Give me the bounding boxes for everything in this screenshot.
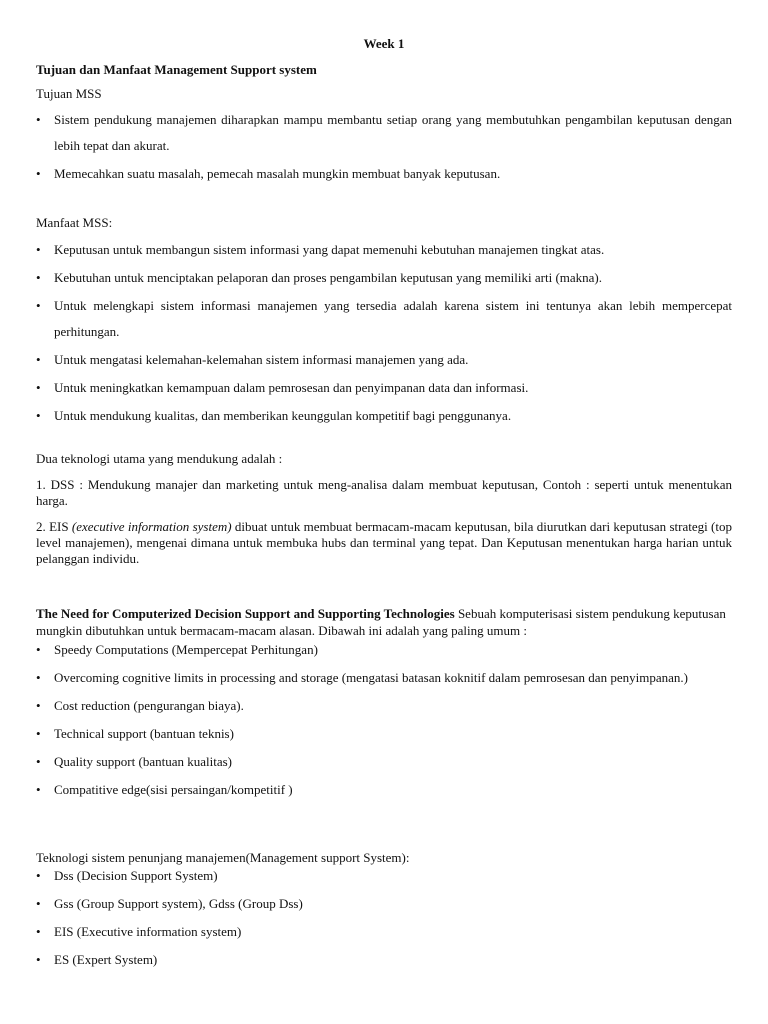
bullet-icon: • [36, 242, 41, 257]
dss-paragraph: 1. DSS : Mendukung manajer dan marketing untuk meng-analisa dalam membuat keputusan, Contoh : seperti untuk menentukan harga. [36, 477, 732, 508]
list-item: • Memecahkan suatu masalah, pemecah masalah mungkin membuat banyak keputusan. [36, 161, 732, 187]
bullet-icon: • [36, 166, 41, 181]
list-item: • Untuk melengkapi sistem informasi manajemen yang tersedia adalah karena sistem ini tentunya akan lebih mempercepat perhitungan. [36, 293, 732, 345]
eis-paragraph: 2. EIS (executive information system) dibuat untuk membuat bermacam-macam keputusan, bila diurutkan dari keputusan strategi (top level manajemen), mengenai dimana untuk membuka hubs dan terminal yang tepat. Dan Keputusan menentukan harga harian untuk pelanggan individu. [36, 519, 732, 566]
eis-italic-term: (executive information system) [71, 519, 232, 534]
manfaat-list [36, 237, 732, 431]
bullet-icon: • [36, 298, 41, 313]
bullet-icon: • [36, 698, 41, 713]
list-item: • Kebutuhan untuk menciptakan pelaporan dan proses pengambilan keputusan yang memiliki arti (makna). [36, 265, 732, 291]
list-item: • ES (Expert System) [36, 947, 732, 973]
bullet-icon: • [36, 952, 41, 967]
bullet-icon: • [36, 408, 41, 423]
need-heading: The Need for Computerized Decision Support and Supporting Technologies [36, 606, 455, 621]
list-item: • EIS (Executive information system) [36, 919, 732, 945]
bullet-icon: • [36, 670, 41, 685]
bullet-icon: • [36, 754, 41, 769]
list-item: • Overcoming cognitive limits in processing and storage (mengatasi batasan koknitif dalam pemrosesan dan penyimpanan.) [36, 665, 732, 691]
need-paragraph: The Need for Computerized Decision Support and Supporting Technologies Sebuah komputerisasi sistem pendukung keputusan mungkin dibutuhkan untuk bermacam-macam alasan. Dibawah ini adalah yang paling umum : [36, 606, 726, 638]
list-item: • Speedy Computations (Mempercepat Perhitungan) [36, 637, 732, 663]
teknologi-label: Teknologi sistem penunjang manajemen(Management support System): [36, 850, 410, 865]
bullet-icon: • [36, 868, 41, 883]
document-title: Week 1 [363, 36, 405, 51]
dua-teknologi-label: Dua teknologi utama yang mendukung adalah : [36, 451, 283, 466]
list-item: • Untuk meningkatkan kemampuan dalam pemrosesan dan penyimpanan data dan informasi. [36, 375, 732, 401]
list-item: • Gss (Group Support system), Gdss (Group Dss) [36, 891, 732, 917]
section-heading: Tujuan dan Manfaat Management Support system [36, 62, 317, 77]
manfaat-label: Manfaat MSS: [36, 215, 113, 230]
list-item: • Dss (Decision Support System) [36, 863, 732, 889]
bullet-icon: • [36, 782, 41, 797]
bullet-icon: • [36, 726, 41, 741]
list-item: • Untuk mengatasi kelemahan-kelemahan sistem informasi manajemen yang ada. [36, 347, 732, 373]
tujuan-list [36, 107, 732, 189]
need-list [36, 637, 732, 805]
bullet-icon: • [36, 352, 41, 367]
tujuan-label: Tujuan MSS [36, 86, 102, 101]
list-item: • Sistem pendukung manajemen diharapkan mampu membantu setiap orang yang membutuhkan pengambilan keputusan dengan lebih tepat dan akurat. [36, 107, 732, 159]
document-page [36, 0, 732, 1024]
bullet-icon: • [36, 924, 41, 939]
list-item: • Compatitive edge(sisi persaingan/kompetitif ) [36, 777, 732, 803]
bullet-icon: • [36, 896, 41, 911]
bullet-icon: • [36, 112, 41, 127]
bullet-icon: • [36, 380, 41, 395]
teknologi-list [36, 863, 732, 975]
list-item: • Cost reduction (pengurangan biaya). [36, 693, 732, 719]
list-item: • Keputusan untuk membangun sistem informasi yang dapat memenuhi kebutuhan manajemen tingkat atas. [36, 237, 732, 263]
bullet-icon: • [36, 642, 41, 657]
list-item: • Untuk mendukung kualitas, dan memberikan keunggulan kompetitif bagi penggunanya. [36, 403, 732, 429]
bullet-icon: • [36, 270, 41, 285]
list-item: • Quality support (bantuan kualitas) [36, 749, 732, 775]
list-item: • Technical support (bantuan teknis) [36, 721, 732, 747]
